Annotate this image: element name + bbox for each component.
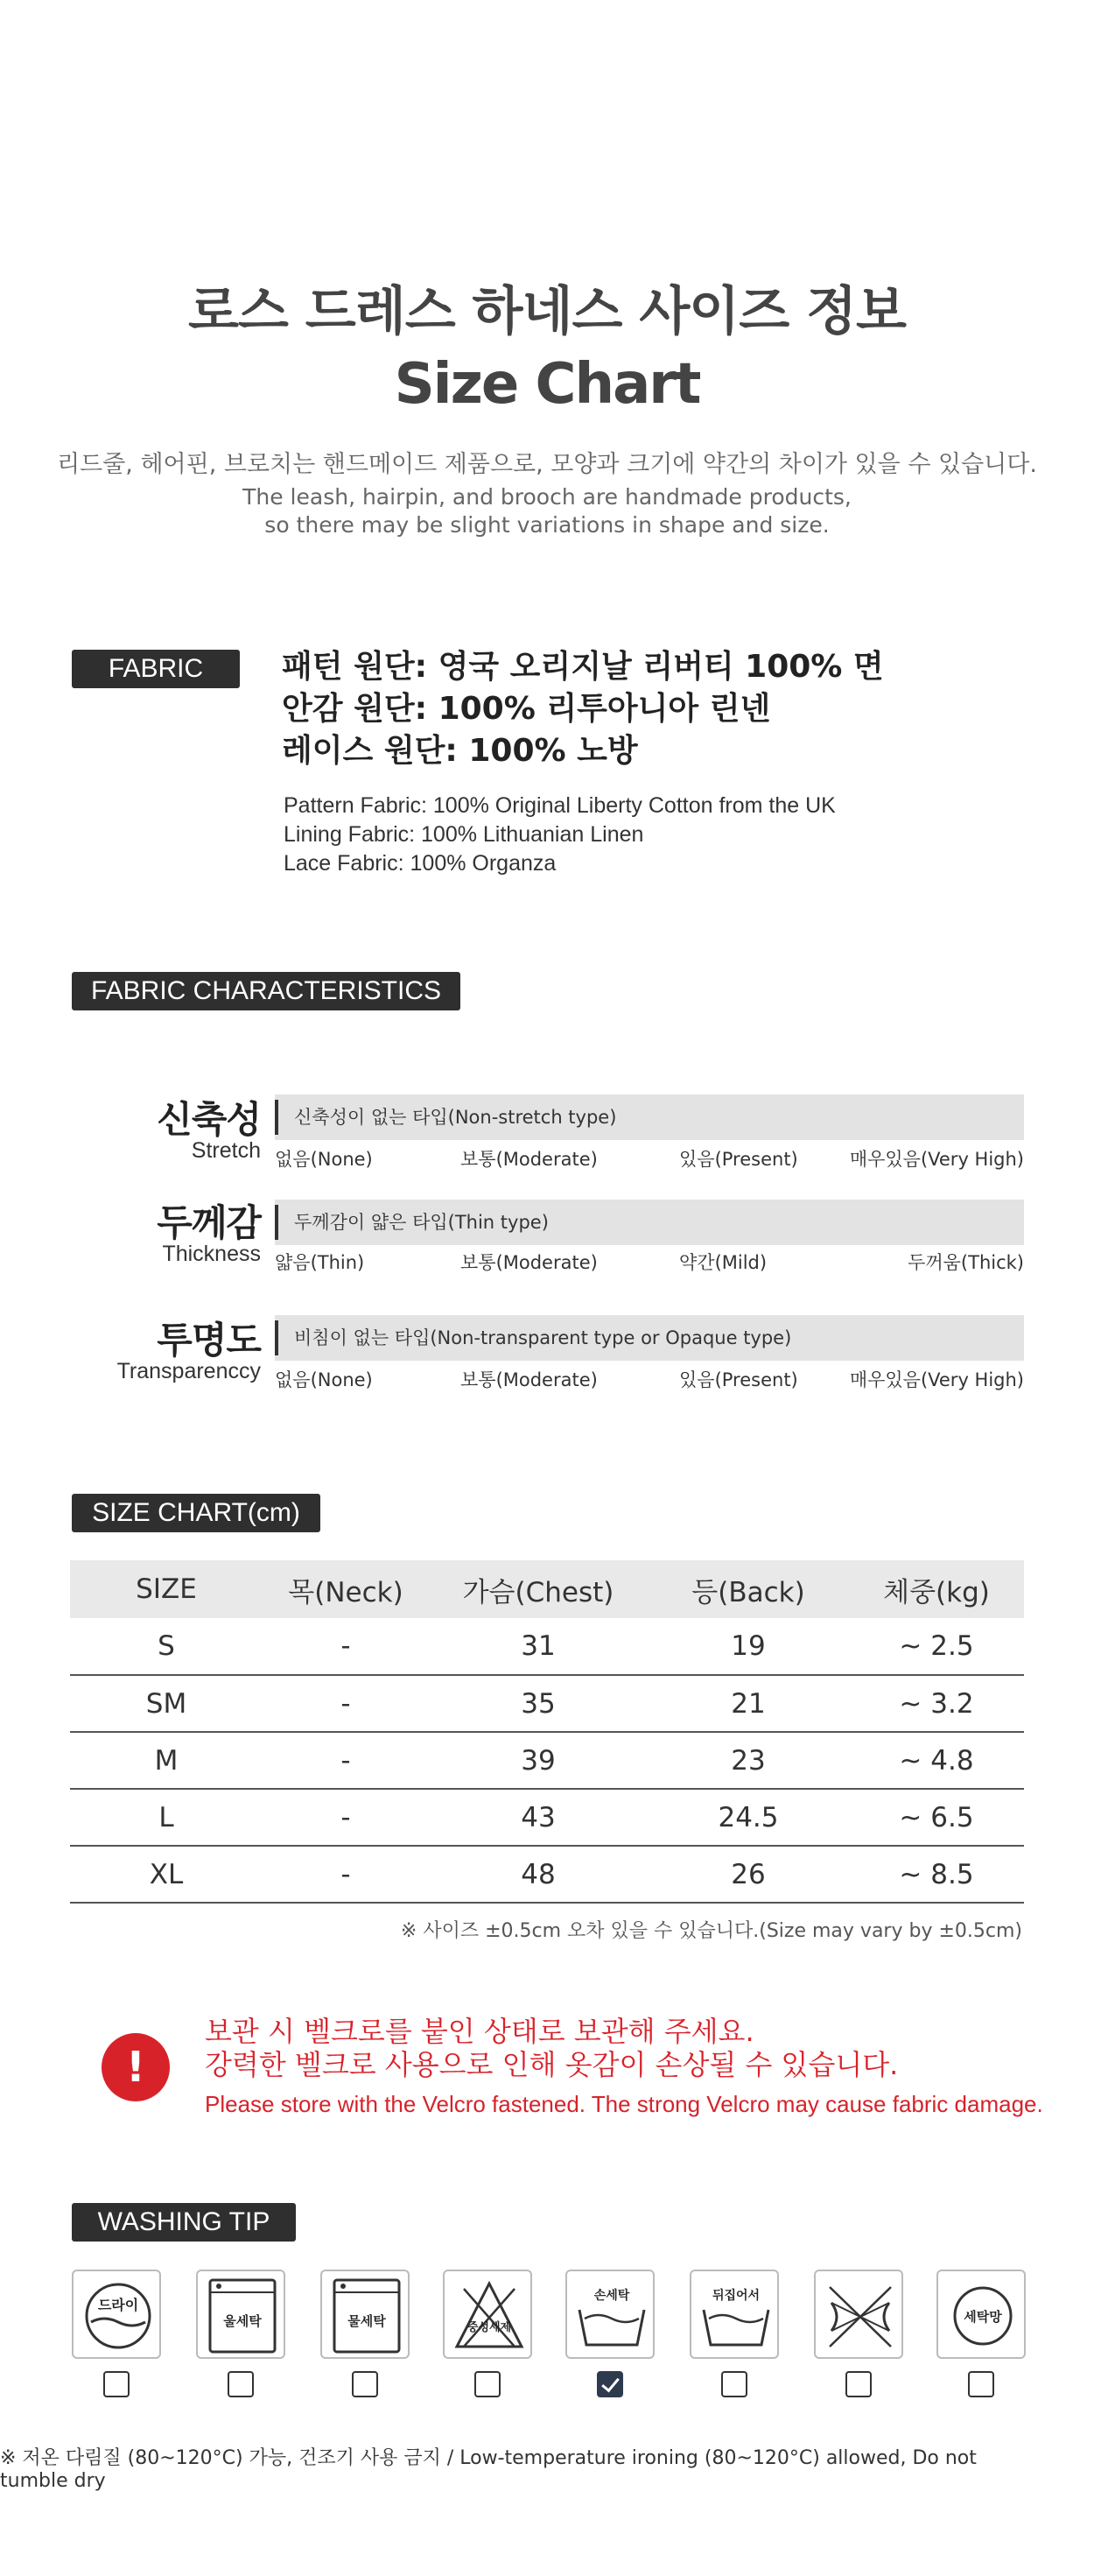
intro-korean: 리드줄, 헤어핀, 브로치는 핸드메이드 제품으로, 모양과 크기에 약간의 차이가 있을 수 있습니다. <box>57 451 1037 478</box>
stretch-label-korean: 신축성 <box>157 1098 261 1141</box>
table-cell: - <box>263 1675 429 1732</box>
intro-english-line: so there may be slight variations in shape and size. <box>264 512 830 538</box>
water-wash-graphic <box>322 2271 411 2361</box>
table-row <box>70 1675 1024 1732</box>
thickness-level-marker <box>275 1205 278 1240</box>
transparency-level-marker <box>275 1320 278 1355</box>
fabric-characteristics-tag: FABRIC CHARACTERISTICS <box>72 972 460 1010</box>
scale-label: 보통(Moderate) <box>460 1369 598 1390</box>
inside-out-wash-graphic <box>691 2271 781 2361</box>
table-cell: 35 <box>429 1675 648 1732</box>
dry-clean-graphic <box>74 2271 163 2361</box>
table-cell: 24.5 <box>648 1789 849 1846</box>
table-cell: 43 <box>429 1789 648 1846</box>
laundry-net-icon <box>936 2270 1026 2359</box>
transparency-level-bar <box>275 1315 1024 1361</box>
dry-clean-checkbox[interactable] <box>103 2371 130 2397</box>
transparency-label-english: Transparenccy <box>116 1359 261 1383</box>
table-cell: 26 <box>648 1846 849 1903</box>
transparency-label-korean: 투명도 <box>157 1319 261 1362</box>
alert-korean-line: 보관 시 벨크로를 붙인 상태로 보관해 주세요. <box>205 2015 754 2048</box>
table-cell: 19 <box>648 1618 849 1675</box>
transparency-scale <box>275 1366 1036 1392</box>
intro-english-line: The leash, hairpin, and brooch are handmade products, <box>242 484 852 510</box>
hand-wash-graphic <box>567 2271 656 2361</box>
washing-tip-tag: WASHING TIP <box>72 2203 296 2242</box>
table-row <box>70 1846 1024 1903</box>
wash-icon-label: 뒤집어서 <box>712 2289 761 2303</box>
table-row <box>70 1618 1024 1675</box>
page-title-english: Size Chart <box>394 352 700 417</box>
thickness-label-korean: 두께감 <box>157 1201 261 1244</box>
wool-wash-checkbox[interactable] <box>228 2371 254 2397</box>
fabric-korean-item: 안감 원단: 100% 리투아니아 린넨 <box>282 691 771 727</box>
stretch-label-english: Stretch <box>191 1138 261 1163</box>
size-chart-tag: SIZE CHART(cm) <box>72 1494 320 1532</box>
scale-label: 있음(Present) <box>679 1149 798 1170</box>
inside-out-checkbox[interactable] <box>721 2371 747 2397</box>
no-wring-icon <box>814 2270 903 2359</box>
size-table-header: 체중(kg) <box>849 1560 1024 1618</box>
no-wring-graphic <box>816 2271 905 2361</box>
wash-icon-label: 물세탁 <box>347 2313 386 2329</box>
thickness-label-english: Thickness <box>162 1242 261 1266</box>
table-cell: 23 <box>648 1732 849 1789</box>
table-cell: XL <box>70 1846 263 1903</box>
inside-out-wash-icon <box>690 2270 779 2359</box>
fabric-korean-list <box>282 646 884 772</box>
scale-label: 없음(None) <box>275 1369 373 1390</box>
fabric-english-list <box>284 792 836 878</box>
warning-icon: ! <box>102 2033 170 2101</box>
water-wash-icon <box>320 2270 410 2359</box>
table-row <box>70 1732 1024 1789</box>
water-wash-checkbox[interactable] <box>352 2371 378 2397</box>
scale-label: 매우있음(Very High) <box>849 1149 1024 1170</box>
scale-label: 약간(Mild) <box>679 1252 768 1273</box>
fabric-english-item: Pattern Fabric: 100% Original Liberty Cotton from the UK <box>284 793 836 818</box>
alert-english: Please store with the Velcro fastened. The strong Velcro may cause fabric damage. <box>205 2091 1043 2117</box>
transparency-selected-text: 비침이 없는 타입(Non-transparent type or Opaque type) <box>294 1327 792 1348</box>
table-cell: - <box>263 1618 429 1675</box>
size-table-header: 가슴(Chest) <box>429 1560 648 1618</box>
laundry-net-graphic <box>938 2271 1027 2361</box>
wash-icon-label: 울세탁 <box>223 2313 262 2329</box>
wash-icon-label: 중성세제 <box>466 2321 512 2334</box>
fabric-tag: FABRIC <box>72 650 240 688</box>
scale-label: 보통(Moderate) <box>460 1252 598 1273</box>
table-row <box>70 1789 1024 1846</box>
ironing-note: ※ 저온 다림질 (80~120°C) 가능, 건조기 사용 금지 / Low-temperature ironing (80~120°C) allowed, Do not tumble dry <box>0 2447 977 2492</box>
table-cell: L <box>70 1789 263 1846</box>
stretch-selected-text: 신축성이 없는 타입(Non-stretch type) <box>294 1107 617 1128</box>
scale-label: 없음(None) <box>275 1149 373 1170</box>
size-table <box>70 1560 1024 1904</box>
wash-icon-label: 세탁망 <box>964 2309 1002 2325</box>
hand-wash-checkbox[interactable] <box>597 2371 623 2397</box>
table-cell: 21 <box>648 1675 849 1732</box>
fabric-english-item: Lining Fabric: 100% Lithuanian Linen <box>284 822 644 847</box>
scale-label: 있음(Present) <box>679 1369 798 1390</box>
stretch-level-marker <box>275 1100 278 1135</box>
fabric-korean-item: 레이스 원단: 100% 노방 <box>282 733 638 769</box>
scale-label: 매우있음(Very High) <box>849 1369 1024 1390</box>
no-bleach-graphic <box>445 2271 534 2361</box>
thickness-scale <box>275 1249 1036 1275</box>
wash-icon-label: 손세탁 <box>593 2289 630 2303</box>
table-cell: ~ 6.5 <box>849 1789 1024 1846</box>
size-table-header: 등(Back) <box>648 1560 849 1618</box>
table-cell: ~ 4.8 <box>849 1732 1024 1789</box>
thickness-selected-text: 두께감이 얇은 타입(Thin type) <box>294 1212 549 1233</box>
table-cell: - <box>263 1732 429 1789</box>
alert-korean-line: 강력한 벨크로 사용으로 인해 옷감이 손상될 수 있습니다. <box>205 2048 899 2081</box>
intro-english <box>0 483 1094 539</box>
table-cell: - <box>263 1789 429 1846</box>
fabric-korean-item: 패턴 원단: 영국 오리지날 리버티 100% 면 <box>282 649 884 685</box>
table-cell: 39 <box>429 1732 648 1789</box>
scale-label: 보통(Moderate) <box>460 1149 598 1170</box>
table-cell: M <box>70 1732 263 1789</box>
stretch-scale <box>275 1145 1036 1172</box>
table-cell: ~ 2.5 <box>849 1618 1024 1675</box>
table-cell: S <box>70 1618 263 1675</box>
no-wring-checkbox[interactable] <box>845 2371 872 2397</box>
table-cell: 31 <box>429 1618 648 1675</box>
size-table-header-row <box>70 1560 1024 1618</box>
wool-wash-graphic <box>198 2271 287 2361</box>
neutral-detergent-checkbox[interactable] <box>474 2371 501 2397</box>
fabric-english-item: Lace Fabric: 100% Organza <box>284 851 557 876</box>
wash-icon-label: 드라이 <box>97 2297 139 2313</box>
size-table-header: 목(Neck) <box>263 1560 429 1618</box>
table-cell: ~ 8.5 <box>849 1846 1024 1903</box>
table-cell: - <box>263 1846 429 1903</box>
thickness-level-bar <box>275 1200 1024 1245</box>
wool-wash-icon <box>196 2270 285 2359</box>
table-cell: SM <box>70 1675 263 1732</box>
size-tolerance-note: ※ 사이즈 ±0.5cm 오차 있을 수 있습니다.(Size may vary by ±0.5cm) <box>400 1920 1022 1942</box>
stretch-level-bar <box>275 1094 1024 1140</box>
scale-label: 얇음(Thin) <box>275 1252 365 1273</box>
page-title-korean: 로스 드레스 하네스 사이즈 정보 <box>187 281 907 342</box>
size-table-header: SIZE <box>70 1560 263 1618</box>
no-bleach-icon <box>443 2270 532 2359</box>
scale-label: 두꺼움(Thick) <box>908 1252 1024 1273</box>
dry-clean-icon <box>72 2270 161 2359</box>
table-cell: ~ 3.2 <box>849 1675 1024 1732</box>
table-cell: 48 <box>429 1846 648 1903</box>
laundry-net-checkbox[interactable] <box>968 2371 994 2397</box>
hand-wash-icon <box>565 2270 655 2359</box>
